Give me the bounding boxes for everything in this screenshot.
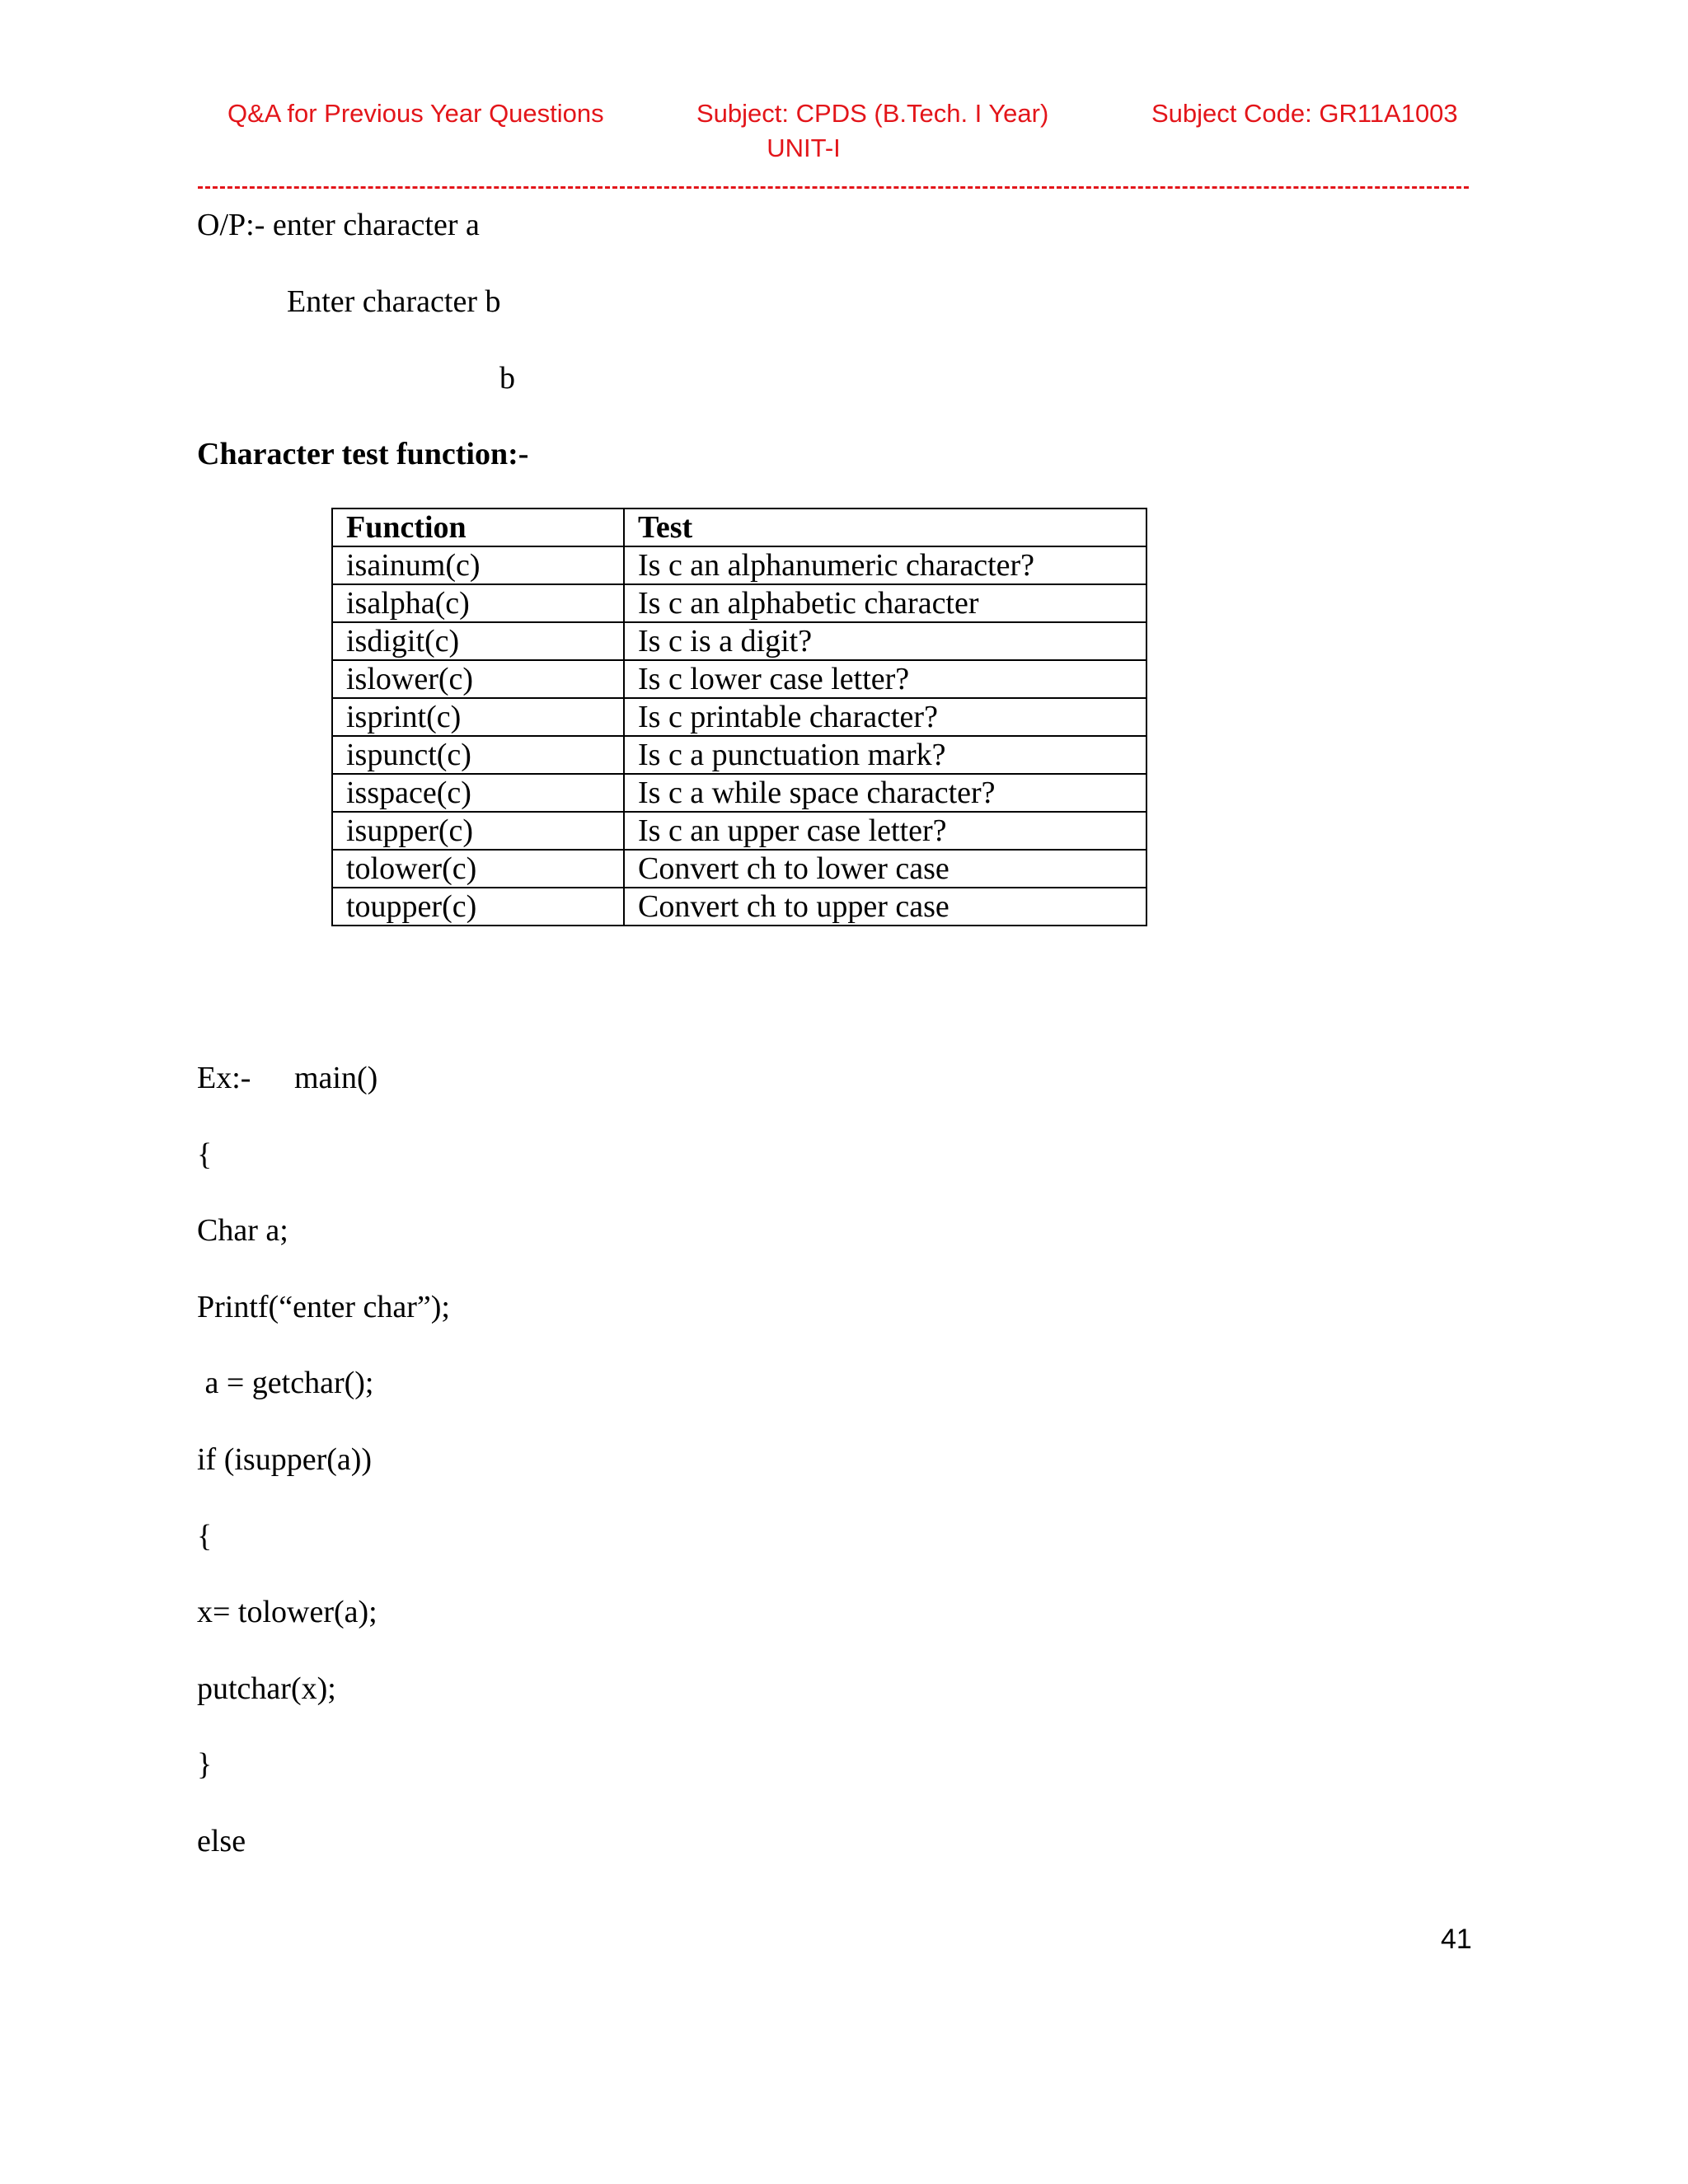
header-divider	[198, 186, 1469, 189]
code-line: else	[197, 1824, 246, 1858]
character-test-table	[331, 508, 1147, 926]
code-line: main()	[294, 1061, 378, 1095]
table-row	[332, 660, 1146, 698]
function-cell: isalpha(c)	[332, 584, 624, 622]
table-header-row	[332, 509, 1146, 546]
header-subject: Subject: CPDS (B.Tech. I Year)	[696, 99, 1049, 128]
test-cell: Convert ch to upper case	[624, 888, 1146, 926]
table-row	[332, 888, 1146, 926]
table-row	[332, 698, 1146, 736]
table-header-test: Test	[624, 509, 1146, 546]
header-unit: UNIT-I	[767, 134, 841, 162]
test-cell: Is c is a digit?	[624, 622, 1146, 660]
table-row	[332, 546, 1146, 584]
function-cell: isprint(c)	[332, 698, 624, 736]
test-cell: Is c an alphanumeric character?	[624, 546, 1146, 584]
code-line: if (isupper(a))	[197, 1442, 373, 1477]
table-row	[332, 812, 1146, 850]
test-cell: Is c an upper case letter?	[624, 812, 1146, 850]
table-row	[332, 584, 1146, 622]
table-header-function: Function	[332, 509, 624, 546]
function-cell: isdigit(c)	[332, 622, 624, 660]
test-cell: Is c printable character?	[624, 698, 1146, 736]
example-label: Ex:-	[197, 1061, 251, 1095]
section-title: Character test function:-	[197, 437, 529, 471]
code-line: Char a;	[197, 1213, 288, 1248]
function-cell: isupper(c)	[332, 812, 624, 850]
header-left-title: Q&A for Previous Year Questions	[227, 99, 604, 128]
function-cell: islower(c)	[332, 660, 624, 698]
code-line: putchar(x);	[197, 1671, 336, 1706]
test-cell: Is c lower case letter?	[624, 660, 1146, 698]
table-row	[332, 622, 1146, 660]
function-cell: tolower(c)	[332, 850, 624, 888]
header-subject-code: Subject Code: GR11A1003	[1151, 99, 1458, 128]
code-line: a = getchar();	[197, 1366, 374, 1400]
page-number: 41	[1441, 1924, 1472, 1955]
function-cell: isspace(c)	[332, 774, 624, 812]
code-line: {	[197, 1137, 213, 1172]
output-line-1: O/P:- enter character a	[197, 208, 480, 242]
function-cell: ispunct(c)	[332, 736, 624, 774]
output-line-3: b	[499, 361, 515, 396]
test-cell: Is c an alphabetic character	[624, 584, 1146, 622]
function-cell: toupper(c)	[332, 888, 624, 926]
test-cell: Is c a punctuation mark?	[624, 736, 1146, 774]
table-row	[332, 850, 1146, 888]
code-line: }	[197, 1747, 213, 1782]
table-row	[332, 774, 1146, 812]
test-cell: Is c a while space character?	[624, 774, 1146, 812]
code-line: Printf(“enter char”);	[197, 1290, 450, 1324]
function-cell: isainum(c)	[332, 546, 624, 584]
code-line: {	[197, 1519, 213, 1554]
output-line-2: Enter character b	[287, 284, 501, 319]
test-cell: Convert ch to lower case	[624, 850, 1146, 888]
code-line: x= tolower(a);	[197, 1595, 377, 1629]
table-row	[332, 736, 1146, 774]
